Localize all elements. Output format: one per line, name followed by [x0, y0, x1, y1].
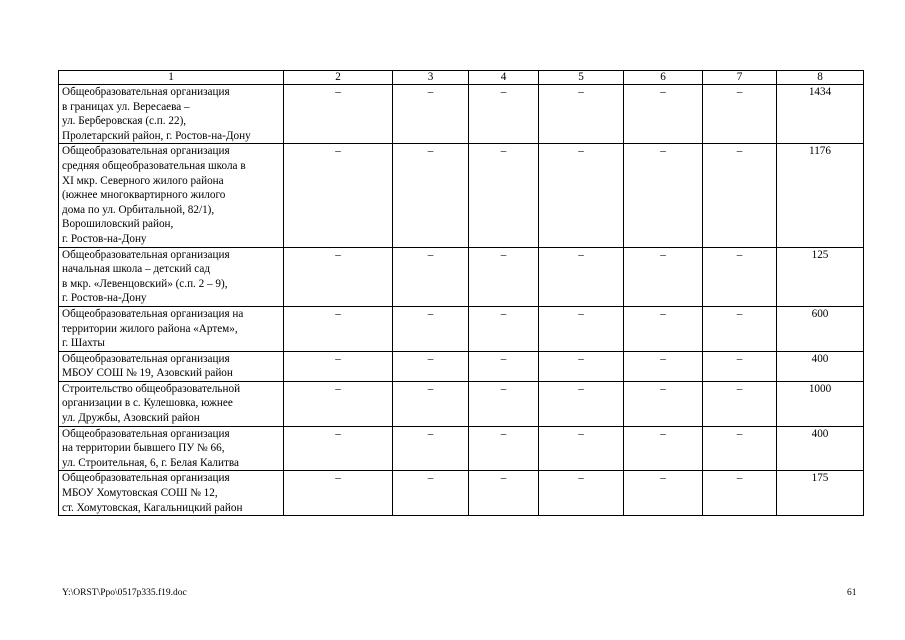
dash-cell: –: [539, 381, 624, 426]
dash-cell: –: [393, 351, 469, 381]
organization-line: организации в с. Кулешовка, южнее: [62, 397, 233, 410]
dash-cell: –: [469, 306, 539, 351]
table-row: [59, 306, 864, 351]
organization-line: средняя общеобразовательная школа в: [62, 159, 246, 172]
organization-cell: [59, 381, 284, 426]
organization-line: Пролетарский район, г. Ростов-на-Дону: [62, 129, 251, 142]
organization-cell: [59, 426, 284, 471]
dash-cell: –: [624, 381, 703, 426]
column-header: 8: [777, 71, 864, 85]
organization-line: Общеобразовательная организация на: [62, 307, 244, 320]
dash-cell: –: [469, 426, 539, 471]
dash-cell: –: [284, 85, 393, 144]
page-number: 61: [847, 588, 857, 598]
value-cell: 1176: [777, 144, 864, 247]
value-cell: 175: [777, 471, 864, 516]
dash-cell: –: [284, 471, 393, 516]
table-row: [59, 144, 864, 247]
value-cell: 600: [777, 306, 864, 351]
dash-cell: –: [624, 306, 703, 351]
dash-cell: –: [393, 306, 469, 351]
dash-cell: –: [539, 247, 624, 306]
dash-cell: –: [539, 306, 624, 351]
organization-line: Общеобразовательная организация: [62, 352, 230, 365]
value-cell: 1000: [777, 381, 864, 426]
dash-cell: –: [469, 247, 539, 306]
table-row: [59, 85, 864, 144]
dash-cell: –: [703, 306, 777, 351]
organization-line: Общеобразовательная организация: [62, 248, 230, 261]
organization-line: Общеобразовательная организация: [62, 427, 230, 440]
dash-cell: –: [703, 144, 777, 247]
organization-line: Общеобразовательная организация: [62, 472, 230, 485]
dash-cell: –: [469, 381, 539, 426]
organization-line: дома по ул. Орбитальной, 82/1),: [62, 203, 215, 216]
dash-cell: –: [393, 247, 469, 306]
value-cell: 125: [777, 247, 864, 306]
dash-cell: –: [393, 471, 469, 516]
organization-line: ул. Дружбы, Азовский район: [62, 412, 200, 425]
dash-cell: –: [393, 426, 469, 471]
organization-cell: [59, 144, 284, 247]
organization-line: Ворошиловский район,: [62, 218, 174, 231]
dash-cell: –: [284, 426, 393, 471]
column-header: 7: [703, 71, 777, 85]
dash-cell: –: [284, 381, 393, 426]
organization-line: Общеобразовательная организация: [62, 86, 230, 98]
dash-cell: –: [284, 144, 393, 247]
dash-cell: –: [469, 351, 539, 381]
column-header: 5: [539, 71, 624, 85]
dash-cell: –: [624, 351, 703, 381]
organization-cell: [59, 85, 284, 144]
organization-cell: [59, 351, 284, 381]
table-row: [59, 426, 864, 471]
dash-cell: –: [624, 85, 703, 144]
value-cell: 1434: [777, 85, 864, 144]
dash-cell: –: [624, 426, 703, 471]
dash-cell: –: [703, 471, 777, 516]
dash-cell: –: [393, 85, 469, 144]
organization-line: Общеобразовательная организация: [62, 145, 230, 158]
organization-line: г. Ростов-на-Дону: [62, 292, 147, 305]
dash-cell: –: [539, 351, 624, 381]
organization-line: в мкр. «Левенцовский» (с.п. 2 – 9),: [62, 277, 228, 290]
dash-cell: –: [539, 471, 624, 516]
organization-line: в границах ул. Вересаева –: [62, 100, 190, 113]
value-cell: 400: [777, 351, 864, 381]
organization-line: Строительство общеобразовательной: [62, 382, 241, 395]
column-header: 2: [284, 71, 393, 85]
dash-cell: –: [703, 247, 777, 306]
table-row: [59, 471, 864, 516]
dash-cell: –: [284, 351, 393, 381]
organization-line: на территории бывшего ПУ № 66,: [62, 442, 225, 455]
organization-line: ул. Строительная, 6, г. Белая Калитва: [62, 456, 239, 469]
footer-file-path: Y:\ORST\Ppo\0517p335.f19.doc: [62, 588, 187, 598]
organization-line: МБОУ СОШ № 19, Азовский район: [62, 367, 233, 380]
dash-cell: –: [703, 85, 777, 144]
table-row: [59, 381, 864, 426]
value-cell: 400: [777, 426, 864, 471]
organization-line: г. Шахты: [62, 337, 105, 350]
dash-cell: –: [539, 144, 624, 247]
dash-cell: –: [469, 471, 539, 516]
dash-cell: –: [703, 426, 777, 471]
organization-cell: [59, 306, 284, 351]
table-header-row: [59, 71, 864, 85]
dash-cell: –: [703, 381, 777, 426]
column-header: 4: [469, 71, 539, 85]
dash-cell: –: [624, 471, 703, 516]
dash-cell: –: [393, 381, 469, 426]
organization-cell: [59, 247, 284, 306]
dash-cell: –: [284, 247, 393, 306]
column-header: 1: [59, 71, 284, 85]
data-table: [58, 70, 864, 516]
dash-cell: –: [624, 247, 703, 306]
dash-cell: –: [393, 144, 469, 247]
organization-line: МБОУ Хомутовская СОШ № 12,: [62, 487, 218, 500]
table-row: [59, 351, 864, 381]
organization-line: (южнее многоквартирного жилого: [62, 189, 226, 202]
organization-cell: [59, 471, 284, 516]
organization-line: г. Ростов-на-Дону: [62, 232, 147, 245]
table-row: [59, 247, 864, 306]
dash-cell: –: [469, 85, 539, 144]
organization-line: ул. Берберовская (с.п. 22),: [62, 115, 187, 128]
dash-cell: –: [284, 306, 393, 351]
organization-line: XI мкр. Северного жилого района: [62, 174, 224, 187]
table-body: [59, 85, 864, 516]
organization-line: ст. Хомутовская, Кагальницкий район: [62, 501, 243, 514]
organization-line: территории жилого района «Артем»,: [62, 322, 238, 335]
dash-cell: –: [624, 144, 703, 247]
column-header: 3: [393, 71, 469, 85]
dash-cell: –: [539, 426, 624, 471]
dash-cell: –: [703, 351, 777, 381]
dash-cell: –: [469, 144, 539, 247]
organization-line: начальная школа – детский сад: [62, 263, 211, 276]
dash-cell: –: [539, 85, 624, 144]
column-header: 6: [624, 71, 703, 85]
